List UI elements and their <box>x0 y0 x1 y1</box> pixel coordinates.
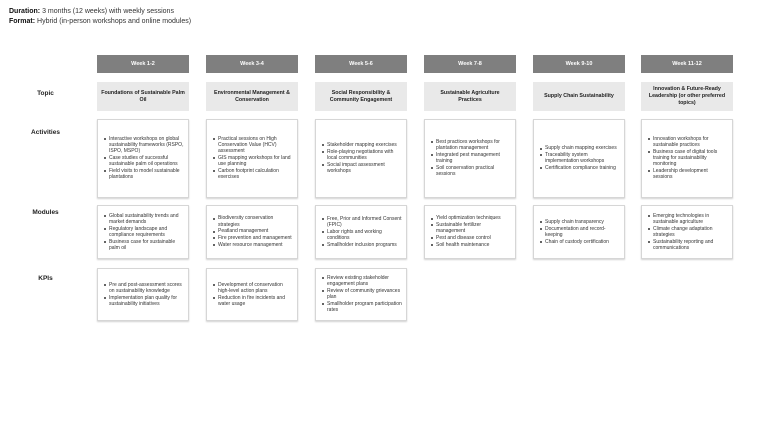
activities-cell <box>641 119 733 198</box>
list-item: Leadership development sessions <box>646 168 728 180</box>
activities-list <box>538 145 620 172</box>
format-label: Format: <box>9 17 36 25</box>
row-label-activities: Activities <box>31 129 60 136</box>
topic-box: Sustainable Agriculture Practices <box>424 82 516 111</box>
duration-value: 3 months (12 weeks) with weekly sessions <box>42 8 174 15</box>
list-item: Practical sessions on High Conservation Value (HCV) assessment <box>211 136 293 155</box>
modules-list <box>211 215 293 248</box>
modules-cell <box>97 205 189 259</box>
list-item: Smallholder program participation rates <box>320 301 402 313</box>
modules-list <box>429 215 511 248</box>
list-item: Certification compliance training <box>538 165 620 171</box>
modules-list <box>320 216 402 249</box>
list-item: Development of conservation high-level action plans <box>211 282 293 294</box>
list-item: GIS mapping workshops for land use planning <box>211 155 293 167</box>
list-item: Water resource management <box>211 242 293 248</box>
format-line <box>9 17 191 27</box>
list-item: Best practices workshops for plantation management <box>429 139 511 151</box>
list-item: Stakeholder mapping exercises <box>320 142 402 148</box>
list-item: Fire prevention and management <box>211 235 293 241</box>
list-item: Regulatory landscape and compliance requirements <box>102 226 184 238</box>
list-item: Labor rights and working conditions <box>320 229 402 241</box>
kpis-cell <box>97 268 189 321</box>
list-item: Role-playing negotiations with local communities <box>320 149 402 161</box>
list-item: Climate change adaptation strategies <box>646 226 728 238</box>
kpis-cell <box>315 268 407 321</box>
modules-cell <box>641 205 733 259</box>
kpis-list <box>320 275 402 314</box>
list-item: Integrated pest management training <box>429 152 511 164</box>
modules-cell <box>533 205 625 259</box>
topic-box: Foundations of Sustainable Palm Oil <box>97 82 189 111</box>
duration-label: Duration: <box>9 8 41 15</box>
modules-list <box>538 219 620 246</box>
modules-cell <box>424 205 516 259</box>
list-item: Social impact assessment workshops <box>320 162 402 174</box>
list-item: Field visits to model sustainable plantations <box>102 168 184 180</box>
list-item: Case studies of successful sustainable palm oil operations <box>102 155 184 167</box>
row-label-modules: Modules <box>32 209 59 216</box>
duration-line <box>9 7 191 17</box>
list-item: Soil health maintenance <box>429 242 511 248</box>
modules-cell <box>315 205 407 259</box>
list-item: Yield optimization techniques <box>429 215 511 221</box>
list-item: Documentation and record-keeping <box>538 226 620 238</box>
activities-list <box>320 142 402 175</box>
topic-box: Environmental Management & Conservation <box>206 82 298 111</box>
list-item: Chain of custody certification <box>538 239 620 245</box>
week-header: Week 3-4 <box>206 55 298 73</box>
topic-box: Innovation & Future-Ready Leadership (or other preferred topics) <box>641 82 733 111</box>
week-header: Week 5-6 <box>315 55 407 73</box>
list-item: Interactive workshops on global sustainability frameworks (RSPO, ISPO, MSPO) <box>102 136 184 155</box>
list-item: Global sustainability trends and market demands <box>102 213 184 225</box>
list-item: Supply chain transparency <box>538 219 620 225</box>
list-item: Implementation plan quality for sustainability initiatives <box>102 295 184 307</box>
list-item: Traceability system implementation workshops <box>538 152 620 164</box>
activities-list <box>429 139 511 178</box>
row-label-topic: Topic <box>37 90 54 97</box>
list-item: Supply chain mapping exercises <box>538 145 620 151</box>
activities-list <box>646 136 728 181</box>
program-meta <box>9 7 191 26</box>
week-header: Week 7-8 <box>424 55 516 73</box>
list-item: Pre and post-assessment scores on sustainability knowledge <box>102 282 184 294</box>
kpis-cell <box>206 268 298 321</box>
list-item: Free, Prior and Informed Consent (FPIC) <box>320 216 402 228</box>
kpis-list <box>211 282 293 308</box>
list-item: Review existing stakeholder engagement plans <box>320 275 402 287</box>
list-item: Reduction in fire incidents and water usage <box>211 295 293 307</box>
week-header: Week 9-10 <box>533 55 625 73</box>
week-header: Week 11-12 <box>641 55 733 73</box>
list-item: Business case of digital tools training for sustainability monitoring <box>646 149 728 168</box>
modules-list <box>646 213 728 252</box>
list-item: Sustainable fertilizer management <box>429 222 511 234</box>
topic-box: Supply Chain Sustainability <box>533 82 625 111</box>
kpis-list <box>102 282 184 308</box>
list-item: Soil conservation practical sessions <box>429 165 511 177</box>
list-item: Biodiversity conservation strategies <box>211 215 293 227</box>
list-item: Emerging technologies in sustainable agriculture <box>646 213 728 225</box>
week-header: Week 1-2 <box>97 55 189 73</box>
list-item: Carbon footprint calculation exercises <box>211 168 293 180</box>
activities-cell <box>424 119 516 198</box>
activities-cell <box>315 119 407 198</box>
list-item: Peatland management <box>211 228 293 234</box>
list-item: Pest and disease control <box>429 235 511 241</box>
activities-list <box>211 136 293 181</box>
modules-cell <box>206 205 298 259</box>
format-value: Hybrid (in-person workshops and online modules) <box>37 17 192 25</box>
list-item: Business case for sustainable palm oil <box>102 239 184 251</box>
list-item: Review of community grievances plan <box>320 288 402 300</box>
activities-cell <box>533 119 625 198</box>
modules-list <box>102 213 184 252</box>
row-label-kpis: KPIs <box>38 275 53 282</box>
topic-box: Social Responsibility & Community Engagement <box>315 82 407 111</box>
list-item: Smallholder inclusion programs <box>320 242 402 248</box>
activities-cell <box>97 119 189 198</box>
activities-cell <box>206 119 298 198</box>
list-item: Sustainability reporting and communications <box>646 239 728 251</box>
activities-list <box>102 136 184 181</box>
list-item: Innovation workshops for sustainable practices <box>646 136 728 148</box>
